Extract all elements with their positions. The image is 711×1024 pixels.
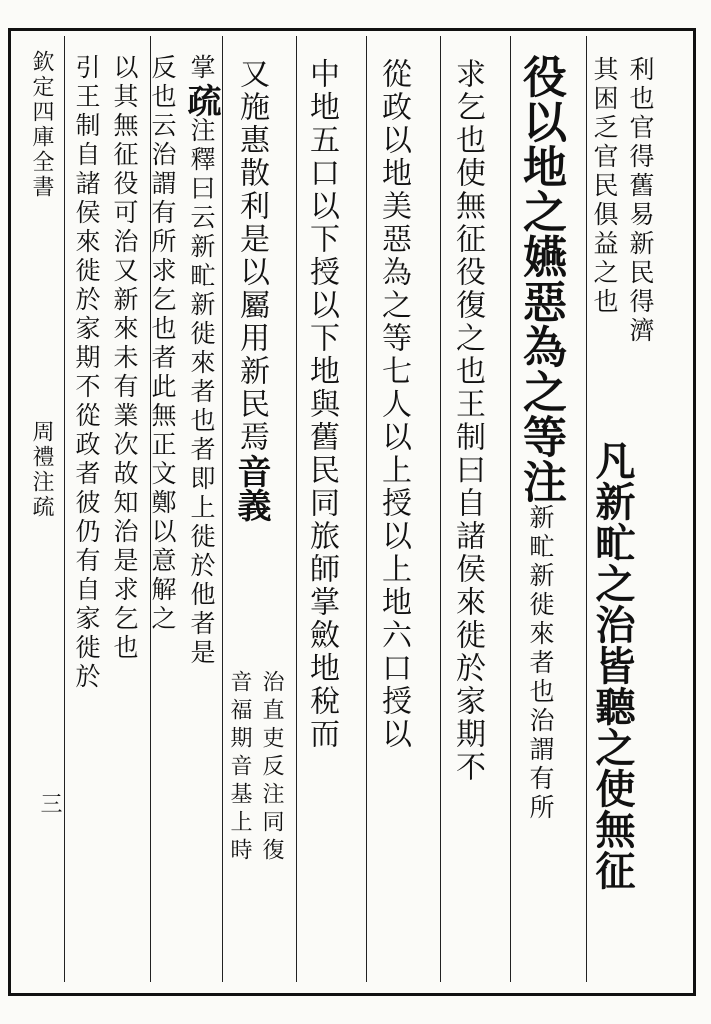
yinyi-marker: 音義: [231, 454, 271, 522]
text-column-10: 以其無征役可治又新來未有業次故知治是求乞也: [110, 54, 139, 663]
column-rule: [64, 36, 65, 982]
text-column-1b: 其困乏官民俱益之也: [590, 56, 619, 317]
shu-marker: 疏: [181, 83, 221, 117]
text-column-3: [515, 54, 566, 823]
note-text-7a: 治直吏反注同復: [259, 670, 284, 866]
column-rule: [366, 36, 367, 982]
column-rule: [510, 36, 511, 982]
note-text: 又施惠散利是以屬用新民焉: [234, 58, 269, 454]
section-title: 周禮注疏: [29, 420, 54, 520]
text-column-7: [231, 58, 271, 522]
text-column-9: 反也云治謂有所求乞也者此無正文鄭以意解之: [148, 54, 177, 634]
annotation-marker: 注: [515, 459, 566, 504]
column-rule: [440, 36, 441, 982]
column-rule: [586, 36, 587, 982]
note-text: 新甿新徙來者也治謂有所: [526, 504, 555, 823]
text-column-4: 求乞也使無征役復之也王制曰自諸侯來徙於家期不: [450, 58, 485, 784]
page-number: 三: [37, 792, 62, 817]
main-text: 役以地之: [515, 54, 566, 234]
text-column-11: 引王制自諸侯來徙於家期不從政者彼仍有自家徙於: [72, 54, 101, 692]
text-column-6: 中地五口以下授以下地與舊民同旅師掌斂地稅而: [304, 58, 339, 751]
column-rule: [296, 36, 297, 982]
text-column-1a: 利也官得舊易新民得濟: [626, 56, 655, 346]
main-text: 嬿惡為之等: [515, 234, 566, 459]
text-column-2: 凡新甿之治皆聽之使無征: [589, 440, 636, 891]
book-title: 欽定四庫全書: [29, 50, 54, 200]
text-column-8: [181, 54, 221, 668]
column-rule: [222, 36, 223, 982]
note-text: 掌: [187, 54, 216, 83]
text-column-5: 從政以地美惡為之等七人以上授以上地六口授以: [376, 58, 411, 751]
note-text-7b: 音福期音基上時: [227, 670, 252, 866]
note-text: 注釋曰云新甿新徙來者也者即上徙於他者是: [187, 117, 216, 668]
